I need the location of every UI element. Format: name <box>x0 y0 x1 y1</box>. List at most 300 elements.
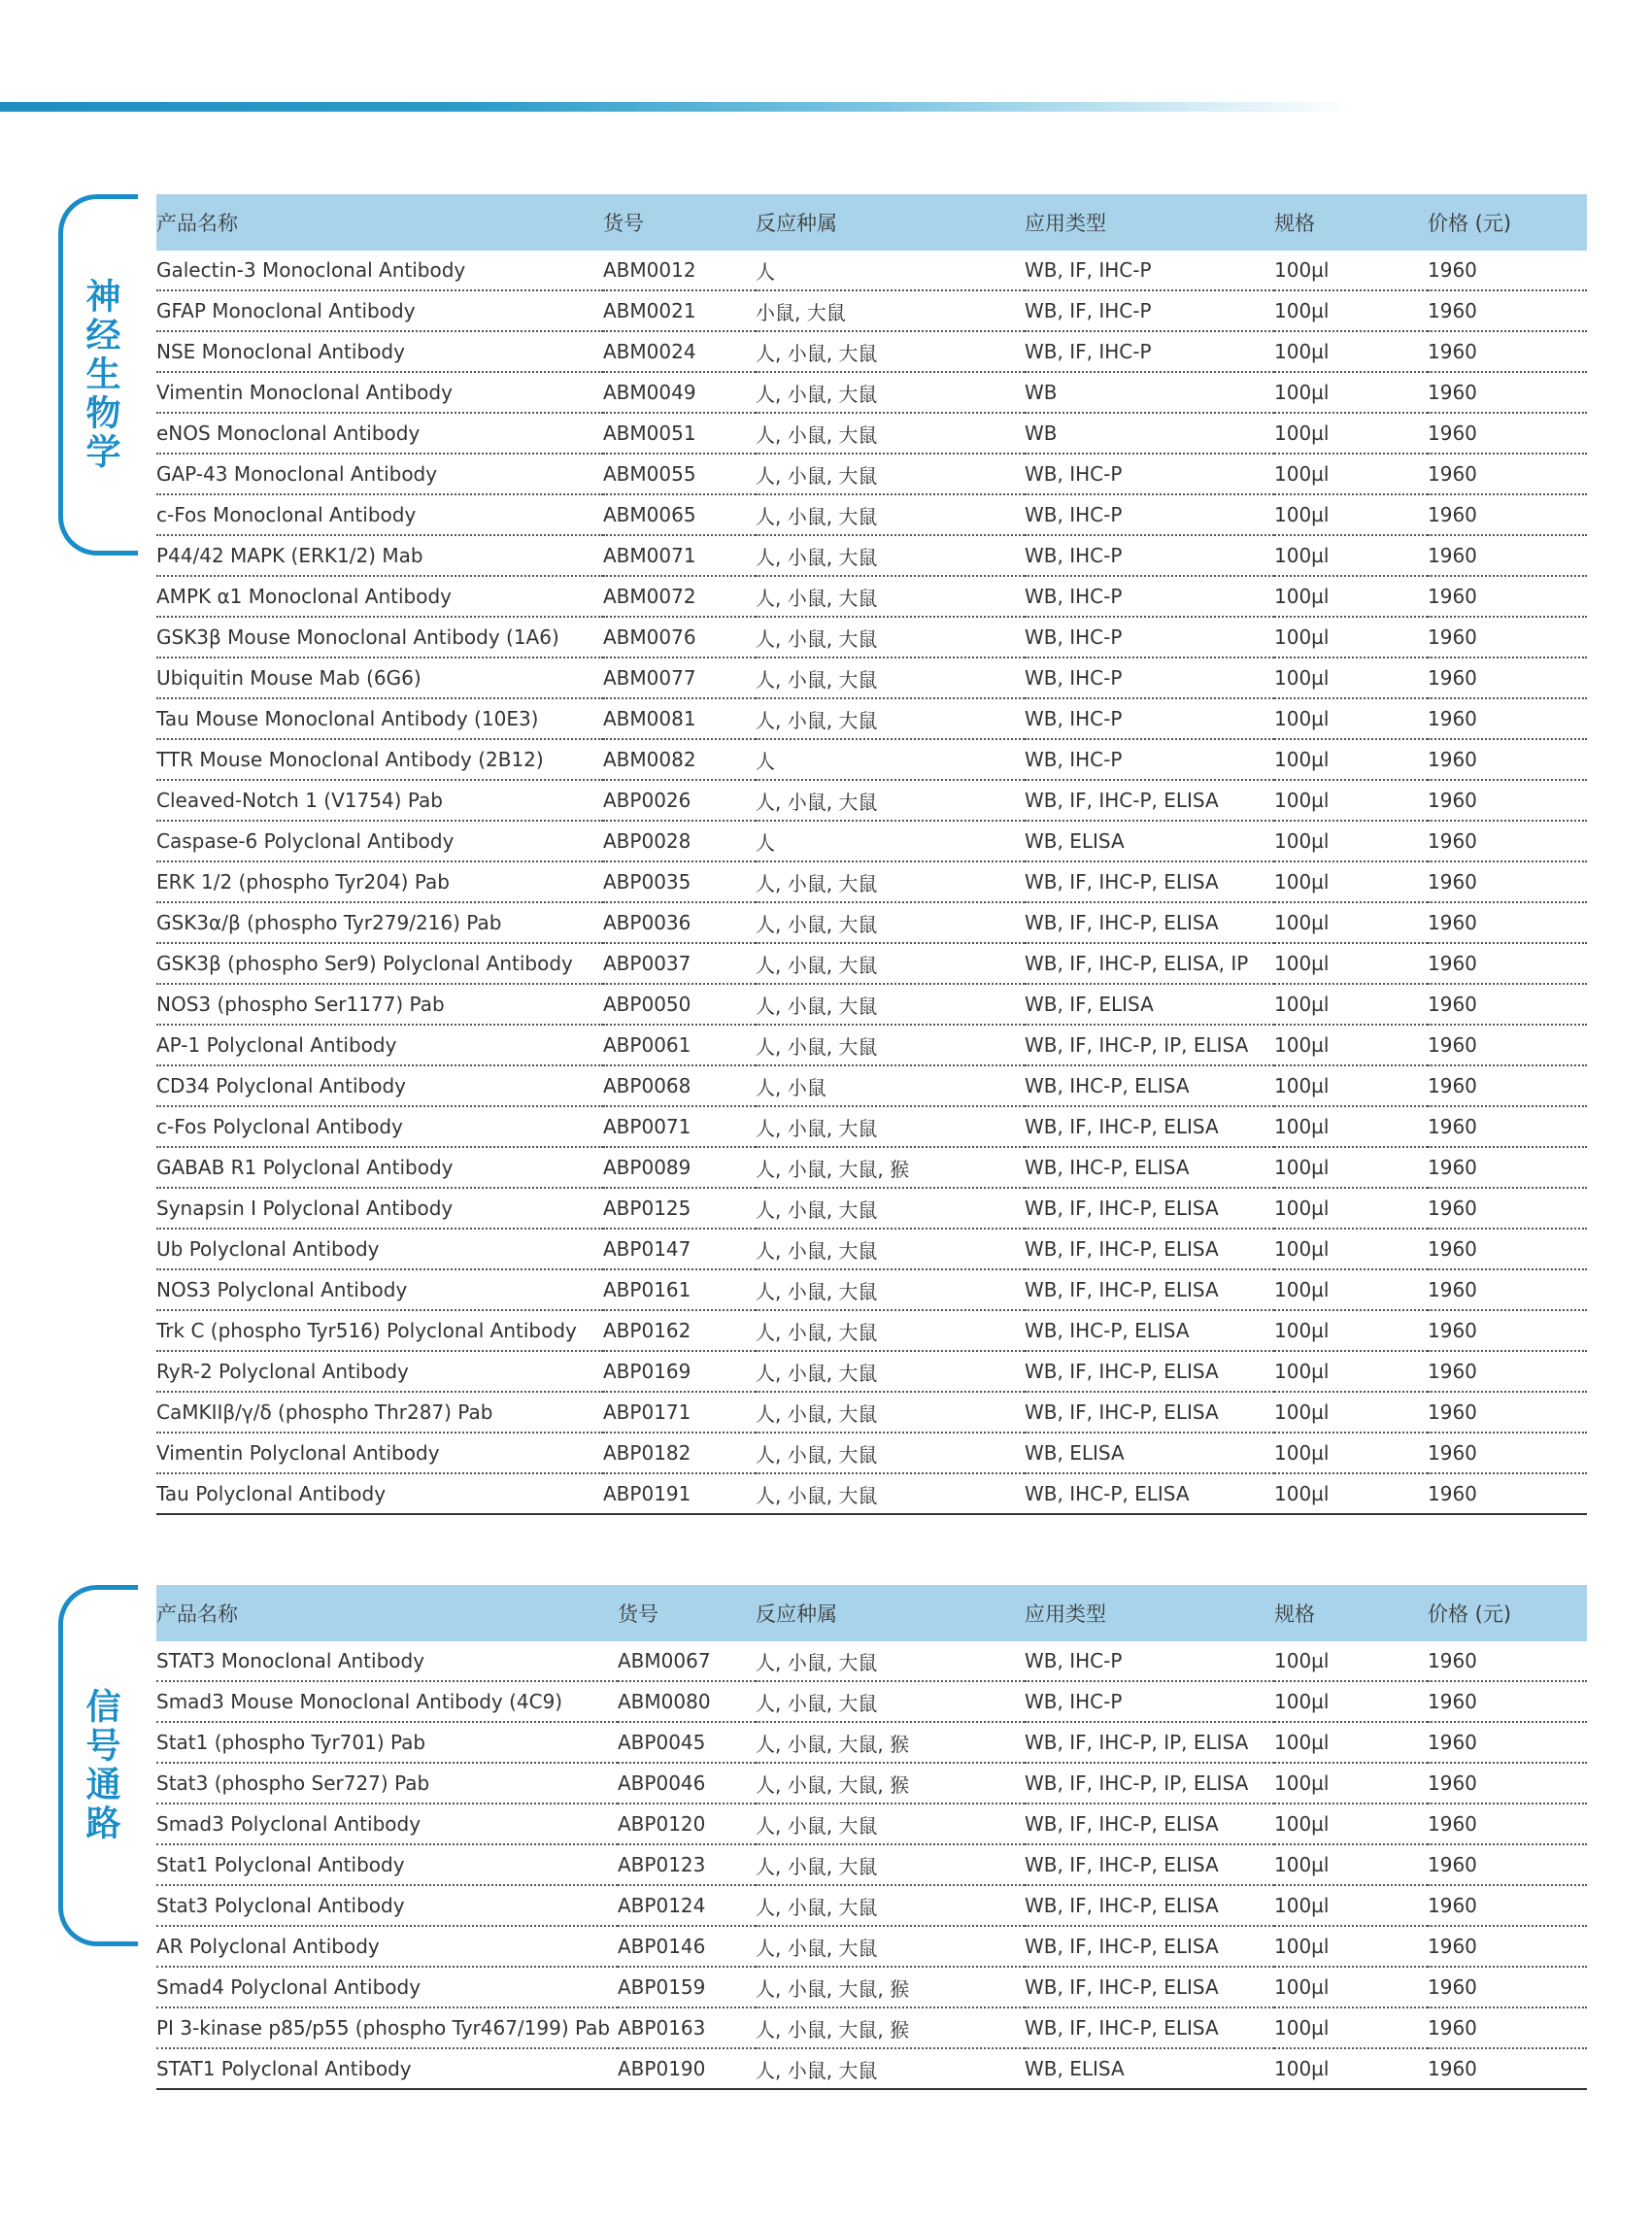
cell-product-name: Ubiquitin Mouse Mab (6G6) <box>156 658 603 698</box>
cell-size: 100µl <box>1274 290 1428 331</box>
cell-product-name: Trk C (phospho Tyr516) Polyclonal Antibody <box>156 1310 603 1351</box>
table-row <box>156 1641 1587 1681</box>
cell-reactivity: 人, 小鼠, 大鼠 <box>756 902 1025 943</box>
table-row <box>156 1926 1587 1967</box>
cell-size: 100µl <box>1274 984 1428 1025</box>
cell-product-name: Synapsin I Polyclonal Antibody <box>156 1188 603 1229</box>
cell-reactivity: 人, 小鼠, 大鼠 <box>756 1473 1025 1514</box>
table-row <box>156 1147 1587 1188</box>
cell-application: WB, IF, IHC-P, ELISA <box>1025 1967 1274 2007</box>
cell-size: 100µl <box>1274 1269 1428 1310</box>
cell-catalog-no: ABP0171 <box>603 1392 756 1433</box>
cell-catalog-no: ABP0061 <box>603 1025 756 1065</box>
cell-application: WB, ELISA <box>1025 821 1274 861</box>
cell-product-name: Stat3 (phospho Ser727) Pab <box>156 1763 618 1804</box>
cell-reactivity: 人 <box>756 821 1025 861</box>
cell-reactivity: 人, 小鼠, 大鼠 <box>756 1106 1025 1147</box>
header-product-name: 产品名称 <box>156 1585 618 1641</box>
cell-product-name: Galectin-3 Monoclonal Antibody <box>156 251 603 290</box>
cell-application: WB, IHC-P, ELISA <box>1025 1065 1274 1106</box>
cell-price: 1960 <box>1428 1681 1587 1722</box>
header-size: 规格 <box>1274 194 1428 251</box>
table-row <box>156 1473 1587 1514</box>
table-row <box>156 739 1587 780</box>
cell-product-name: GAP-43 Monoclonal Antibody <box>156 454 603 494</box>
cell-application: WB, ELISA <box>1025 2048 1274 2089</box>
cell-catalog-no: ABP0071 <box>603 1106 756 1147</box>
cell-price: 1960 <box>1428 698 1587 739</box>
cell-reactivity: 人, 小鼠, 大鼠 <box>756 372 1025 413</box>
cell-product-name: Stat1 Polyclonal Antibody <box>156 1844 618 1885</box>
table-row <box>156 1681 1587 1722</box>
table-header-row <box>156 1585 1587 1641</box>
cell-product-name: AR Polyclonal Antibody <box>156 1926 618 1967</box>
table-row <box>156 1844 1587 1885</box>
cell-reactivity: 人, 小鼠, 大鼠 <box>756 1025 1025 1065</box>
cell-price: 1960 <box>1428 290 1587 331</box>
cell-catalog-no: ABM0080 <box>618 1681 756 1722</box>
cell-application: WB, IF, IHC-P, ELISA <box>1025 2007 1274 2048</box>
cell-catalog-no: ABM0055 <box>603 454 756 494</box>
cell-application: WB, IF, IHC-P, IP, ELISA <box>1025 1025 1274 1065</box>
cell-size: 100µl <box>1274 1065 1428 1106</box>
cell-reactivity: 人, 小鼠, 大鼠 <box>756 1392 1025 1433</box>
cell-product-name: c-Fos Monoclonal Antibody <box>156 494 603 535</box>
cell-price: 1960 <box>1428 331 1587 372</box>
cell-product-name: Smad3 Polyclonal Antibody <box>156 1804 618 1844</box>
cell-size: 100µl <box>1274 1433 1428 1473</box>
cell-catalog-no: ABM0076 <box>603 617 756 658</box>
cell-size: 100µl <box>1274 1641 1428 1681</box>
cell-price: 1960 <box>1428 1641 1587 1681</box>
cell-price: 1960 <box>1428 617 1587 658</box>
cell-size: 100µl <box>1274 1722 1428 1763</box>
cell-price: 1960 <box>1428 861 1587 902</box>
cell-application: WB, IF, IHC-P, ELISA, IP <box>1025 943 1274 984</box>
header-catalog-no: 货号 <box>618 1585 756 1641</box>
cell-catalog-no: ABP0068 <box>603 1065 756 1106</box>
cell-size: 100µl <box>1274 1763 1428 1804</box>
cell-size: 100µl <box>1274 1025 1428 1065</box>
cell-catalog-no: ABM0082 <box>603 739 756 780</box>
cell-price: 1960 <box>1428 821 1587 861</box>
cell-application: WB, IHC-P <box>1025 617 1274 658</box>
table-row <box>156 861 1587 902</box>
cell-size: 100µl <box>1274 698 1428 739</box>
cell-catalog-no: ABP0037 <box>603 943 756 984</box>
table-row <box>156 413 1587 454</box>
cell-catalog-no: ABP0162 <box>603 1310 756 1351</box>
section-title: 神经生物学 <box>81 278 120 472</box>
cell-size: 100µl <box>1274 1106 1428 1147</box>
cell-application: WB, IF, IHC-P, ELISA <box>1025 1804 1274 1844</box>
cell-reactivity: 人, 小鼠, 大鼠 <box>756 331 1025 372</box>
cell-size: 100µl <box>1274 821 1428 861</box>
cell-catalog-no: ABP0169 <box>603 1351 756 1392</box>
cell-reactivity: 人, 小鼠, 大鼠 <box>756 1681 1025 1722</box>
cell-catalog-no: ABM0024 <box>603 331 756 372</box>
cell-reactivity: 人, 小鼠, 大鼠 <box>756 984 1025 1025</box>
cell-size: 100µl <box>1274 943 1428 984</box>
cell-size: 100µl <box>1274 739 1428 780</box>
cell-size: 100µl <box>1274 1392 1428 1433</box>
cell-price: 1960 <box>1428 454 1587 494</box>
cell-price: 1960 <box>1428 1310 1587 1351</box>
header-product-name: 产品名称 <box>156 194 603 251</box>
table-row <box>156 984 1587 1025</box>
cell-size: 100µl <box>1274 1351 1428 1392</box>
cell-product-name: GSK3β (phospho Ser9) Polyclonal Antibody <box>156 943 603 984</box>
cell-product-name: ERK 1/2 (phospho Tyr204) Pab <box>156 861 603 902</box>
table-row <box>156 2048 1587 2089</box>
cell-application: WB, IF, IHC-P, ELISA <box>1025 1392 1274 1433</box>
header-reactivity: 反应种属 <box>756 194 1025 251</box>
cell-product-name: GSK3β Mouse Monoclonal Antibody (1A6) <box>156 617 603 658</box>
cell-price: 1960 <box>1428 372 1587 413</box>
cell-catalog-no: ABM0077 <box>603 658 756 698</box>
cell-price: 1960 <box>1428 1433 1587 1473</box>
cell-catalog-no: ABM0065 <box>603 494 756 535</box>
cell-catalog-no: ABP0026 <box>603 780 756 821</box>
cell-application: WB, IHC-P, ELISA <box>1025 1147 1274 1188</box>
cell-reactivity: 人, 小鼠, 大鼠 <box>756 576 1025 617</box>
cell-application: WB, IHC-P <box>1025 454 1274 494</box>
cell-reactivity: 人, 小鼠, 大鼠 <box>756 861 1025 902</box>
section-tab-signaling <box>58 1585 138 1946</box>
table-row <box>156 1351 1587 1392</box>
cell-reactivity: 人, 小鼠, 大鼠, 猴 <box>756 2007 1025 2048</box>
header-gradient-bar <box>0 102 1350 112</box>
cell-application: WB, IF, IHC-P, ELISA <box>1025 861 1274 902</box>
cell-size: 100µl <box>1274 413 1428 454</box>
cell-price: 1960 <box>1428 1885 1587 1926</box>
cell-product-name: Tau Polyclonal Antibody <box>156 1473 603 1514</box>
cell-application: WB, IHC-P <box>1025 698 1274 739</box>
cell-product-name: Cleaved-Notch 1 (V1754) Pab <box>156 780 603 821</box>
cell-size: 100µl <box>1274 454 1428 494</box>
cell-price: 1960 <box>1428 658 1587 698</box>
cell-price: 1960 <box>1428 1229 1587 1269</box>
header-price: 价格 (元) <box>1428 1585 1587 1641</box>
cell-catalog-no: ABP0163 <box>618 2007 756 2048</box>
cell-product-name: Caspase-6 Polyclonal Antibody <box>156 821 603 861</box>
cell-size: 100µl <box>1274 658 1428 698</box>
cell-product-name: Vimentin Polyclonal Antibody <box>156 1433 603 1473</box>
cell-price: 1960 <box>1428 1025 1587 1065</box>
cell-product-name: Ub Polyclonal Antibody <box>156 1229 603 1269</box>
cell-reactivity: 人, 小鼠 <box>756 1065 1025 1106</box>
cell-size: 100µl <box>1274 2007 1428 2048</box>
cell-reactivity: 人, 小鼠, 大鼠 <box>756 1188 1025 1229</box>
header-price: 价格 (元) <box>1428 194 1587 251</box>
cell-price: 1960 <box>1428 1269 1587 1310</box>
cell-price: 1960 <box>1428 413 1587 454</box>
table-row <box>156 943 1587 984</box>
table-row <box>156 617 1587 658</box>
cell-price: 1960 <box>1428 2007 1587 2048</box>
section-tab-neurobiology <box>58 194 138 556</box>
header-catalog-no: 货号 <box>603 194 756 251</box>
cell-catalog-no: ABP0050 <box>603 984 756 1025</box>
header-application: 应用类型 <box>1025 1585 1274 1641</box>
cell-size: 100µl <box>1274 780 1428 821</box>
cell-product-name: Stat3 Polyclonal Antibody <box>156 1885 618 1926</box>
cell-size: 100µl <box>1274 1310 1428 1351</box>
cell-application: WB, IHC-P <box>1025 535 1274 576</box>
cell-price: 1960 <box>1428 739 1587 780</box>
cell-catalog-no: ABP0035 <box>603 861 756 902</box>
table-row <box>156 331 1587 372</box>
cell-catalog-no: ABP0190 <box>618 2048 756 2089</box>
cell-product-name: GSK3α/β (phospho Tyr279/216) Pab <box>156 902 603 943</box>
cell-price: 1960 <box>1428 1804 1587 1844</box>
table-row <box>156 1106 1587 1147</box>
cell-application: WB, IHC-P <box>1025 576 1274 617</box>
cell-catalog-no: ABP0045 <box>618 1722 756 1763</box>
cell-catalog-no: ABM0072 <box>603 576 756 617</box>
cell-reactivity: 人, 小鼠, 大鼠 <box>756 1229 1025 1269</box>
cell-size: 100µl <box>1274 331 1428 372</box>
cell-reactivity: 人, 小鼠, 大鼠 <box>756 1926 1025 1967</box>
cell-application: WB, IF, ELISA <box>1025 984 1274 1025</box>
neurobiology-product-table <box>156 194 1587 1515</box>
cell-application: WB, IF, IHC-P, ELISA <box>1025 1269 1274 1310</box>
table-row <box>156 1885 1587 1926</box>
cell-catalog-no: ABP0028 <box>603 821 756 861</box>
cell-product-name: CaMKIIβ/γ/δ (phospho Thr287) Pab <box>156 1392 603 1433</box>
cell-size: 100µl <box>1274 372 1428 413</box>
cell-application: WB, IHC-P <box>1025 494 1274 535</box>
signaling-product-table <box>156 1585 1587 2090</box>
table-row <box>156 1025 1587 1065</box>
cell-product-name: eNOS Monoclonal Antibody <box>156 413 603 454</box>
cell-product-name: GFAP Monoclonal Antibody <box>156 290 603 331</box>
cell-application: WB, IHC-P <box>1025 739 1274 780</box>
cell-catalog-no: ABP0161 <box>603 1269 756 1310</box>
cell-application: WB, IF, IHC-P <box>1025 290 1274 331</box>
cell-size: 100µl <box>1274 494 1428 535</box>
cell-catalog-no: ABP0089 <box>603 1147 756 1188</box>
cell-price: 1960 <box>1428 251 1587 290</box>
cell-application: WB, IHC-P <box>1025 1641 1274 1681</box>
cell-price: 1960 <box>1428 1926 1587 1967</box>
cell-reactivity: 人, 小鼠, 大鼠 <box>756 535 1025 576</box>
cell-reactivity: 小鼠, 大鼠 <box>756 290 1025 331</box>
table-row <box>156 1722 1587 1763</box>
cell-product-name: AMPK α1 Monoclonal Antibody <box>156 576 603 617</box>
cell-price: 1960 <box>1428 1763 1587 1804</box>
cell-product-name: AP-1 Polyclonal Antibody <box>156 1025 603 1065</box>
table-row <box>156 1229 1587 1269</box>
cell-price: 1960 <box>1428 1844 1587 1885</box>
cell-application: WB, IF, IHC-P, ELISA <box>1025 1106 1274 1147</box>
cell-price: 1960 <box>1428 984 1587 1025</box>
section-title: 信号通路 <box>81 1688 120 1843</box>
cell-catalog-no: ABM0071 <box>603 535 756 576</box>
table-row <box>156 1763 1587 1804</box>
cell-reactivity: 人, 小鼠, 大鼠 <box>756 698 1025 739</box>
cell-reactivity: 人, 小鼠, 大鼠 <box>756 617 1025 658</box>
header-reactivity: 反应种属 <box>756 1585 1025 1641</box>
cell-price: 1960 <box>1428 902 1587 943</box>
cell-price: 1960 <box>1428 1392 1587 1433</box>
cell-application: WB, IF, IHC-P, ELISA <box>1025 780 1274 821</box>
cell-application: WB, IF, IHC-P <box>1025 251 1274 290</box>
table-row <box>156 1804 1587 1844</box>
cell-product-name: NSE Monoclonal Antibody <box>156 331 603 372</box>
cell-price: 1960 <box>1428 2048 1587 2089</box>
cell-catalog-no: ABP0147 <box>603 1229 756 1269</box>
cell-application: WB, IF, IHC-P, ELISA <box>1025 1351 1274 1392</box>
cell-size: 100µl <box>1274 861 1428 902</box>
cell-size: 100µl <box>1274 617 1428 658</box>
table-row <box>156 1310 1587 1351</box>
table-row <box>156 1392 1587 1433</box>
cell-application: WB <box>1025 372 1274 413</box>
cell-reactivity: 人, 小鼠, 大鼠 <box>756 1269 1025 1310</box>
cell-application: WB, IF, IHC-P, IP, ELISA <box>1025 1763 1274 1804</box>
cell-size: 100µl <box>1274 535 1428 576</box>
cell-application: WB <box>1025 413 1274 454</box>
cell-product-name: P44/42 MAPK (ERK1/2) Mab <box>156 535 603 576</box>
cell-price: 1960 <box>1428 1722 1587 1763</box>
cell-reactivity: 人, 小鼠, 大鼠 <box>756 2048 1025 2089</box>
cell-price: 1960 <box>1428 535 1587 576</box>
cell-size: 100µl <box>1274 576 1428 617</box>
cell-reactivity: 人, 小鼠, 大鼠 <box>756 1804 1025 1844</box>
cell-size: 100µl <box>1274 1804 1428 1844</box>
cell-size: 100µl <box>1274 1681 1428 1722</box>
cell-reactivity: 人, 小鼠, 大鼠, 猴 <box>756 1722 1025 1763</box>
cell-price: 1960 <box>1428 1065 1587 1106</box>
cell-size: 100µl <box>1274 2048 1428 2089</box>
cell-application: WB, IHC-P <box>1025 658 1274 698</box>
cell-product-name: CD34 Polyclonal Antibody <box>156 1065 603 1106</box>
cell-product-name: Vimentin Monoclonal Antibody <box>156 372 603 413</box>
cell-price: 1960 <box>1428 943 1587 984</box>
cell-catalog-no: ABP0120 <box>618 1804 756 1844</box>
cell-reactivity: 人, 小鼠, 大鼠 <box>756 780 1025 821</box>
cell-size: 100µl <box>1274 1147 1428 1188</box>
cell-size: 100µl <box>1274 251 1428 290</box>
cell-catalog-no: ABM0081 <box>603 698 756 739</box>
table-row <box>156 1188 1587 1229</box>
cell-application: WB, IF, IHC-P, ELISA <box>1025 1926 1274 1967</box>
table-row <box>156 454 1587 494</box>
table-header-row <box>156 194 1587 251</box>
cell-reactivity: 人, 小鼠, 大鼠 <box>756 1844 1025 1885</box>
cell-price: 1960 <box>1428 1106 1587 1147</box>
cell-product-name: PI 3-kinase p85/p55 (phospho Tyr467/199) Pab <box>156 2007 618 2048</box>
cell-price: 1960 <box>1428 576 1587 617</box>
cell-reactivity: 人, 小鼠, 大鼠 <box>756 454 1025 494</box>
cell-product-name: NOS3 Polyclonal Antibody <box>156 1269 603 1310</box>
table-row <box>156 1967 1587 2007</box>
cell-catalog-no: ABM0021 <box>603 290 756 331</box>
cell-product-name: STAT1 Polyclonal Antibody <box>156 2048 618 2089</box>
cell-catalog-no: ABM0051 <box>603 413 756 454</box>
table-row <box>156 535 1587 576</box>
cell-reactivity: 人, 小鼠, 大鼠, 猴 <box>756 1763 1025 1804</box>
cell-size: 100µl <box>1274 1885 1428 1926</box>
cell-price: 1960 <box>1428 1147 1587 1188</box>
cell-reactivity: 人, 小鼠, 大鼠 <box>756 1885 1025 1926</box>
cell-size: 100µl <box>1274 1844 1428 1885</box>
table-row <box>156 902 1587 943</box>
cell-application: WB, IF, IHC-P, ELISA <box>1025 902 1274 943</box>
cell-reactivity: 人 <box>756 739 1025 780</box>
table-row <box>156 780 1587 821</box>
cell-reactivity: 人, 小鼠, 大鼠 <box>756 413 1025 454</box>
cell-size: 100µl <box>1274 1188 1428 1229</box>
cell-product-name: GABAB R1 Polyclonal Antibody <box>156 1147 603 1188</box>
cell-application: WB, IF, IHC-P, ELISA <box>1025 1188 1274 1229</box>
cell-application: WB, IF, IHC-P, ELISA <box>1025 1844 1274 1885</box>
table-row <box>156 821 1587 861</box>
cell-catalog-no: ABP0124 <box>618 1885 756 1926</box>
cell-size: 100µl <box>1274 902 1428 943</box>
cell-catalog-no: ABP0191 <box>603 1473 756 1514</box>
cell-application: WB, IF, IHC-P, IP, ELISA <box>1025 1722 1274 1763</box>
table-row <box>156 658 1587 698</box>
cell-application: WB, IHC-P, ELISA <box>1025 1310 1274 1351</box>
cell-size: 100µl <box>1274 1926 1428 1967</box>
cell-reactivity: 人 <box>756 251 1025 290</box>
cell-product-name: c-Fos Polyclonal Antibody <box>156 1106 603 1147</box>
cell-product-name: NOS3 (phospho Ser1177) Pab <box>156 984 603 1025</box>
cell-reactivity: 人, 小鼠, 大鼠 <box>756 1351 1025 1392</box>
cell-price: 1960 <box>1428 1473 1587 1514</box>
cell-application: WB, IF, IHC-P <box>1025 331 1274 372</box>
cell-product-name: Stat1 (phospho Tyr701) Pab <box>156 1722 618 1763</box>
cell-size: 100µl <box>1274 1473 1428 1514</box>
table-row <box>156 2007 1587 2048</box>
cell-reactivity: 人, 小鼠, 大鼠, 猴 <box>756 1147 1025 1188</box>
cell-price: 1960 <box>1428 1967 1587 2007</box>
cell-application: WB, IHC-P, ELISA <box>1025 1473 1274 1514</box>
cell-price: 1960 <box>1428 780 1587 821</box>
table-row <box>156 1065 1587 1106</box>
cell-size: 100µl <box>1274 1229 1428 1269</box>
cell-reactivity: 人, 小鼠, 大鼠 <box>756 1433 1025 1473</box>
cell-reactivity: 人, 小鼠, 大鼠 <box>756 658 1025 698</box>
table-row <box>156 251 1587 290</box>
table-row <box>156 494 1587 535</box>
cell-reactivity: 人, 小鼠, 大鼠, 猴 <box>756 1967 1025 2007</box>
cell-catalog-no: ABP0046 <box>618 1763 756 1804</box>
cell-application: WB, IHC-P <box>1025 1681 1274 1722</box>
cell-application: WB, IF, IHC-P, ELISA <box>1025 1885 1274 1926</box>
header-application: 应用类型 <box>1025 194 1274 251</box>
table-row <box>156 1269 1587 1310</box>
cell-reactivity: 人, 小鼠, 大鼠 <box>756 494 1025 535</box>
cell-catalog-no: ABP0036 <box>603 902 756 943</box>
table-row <box>156 372 1587 413</box>
cell-product-name: Tau Mouse Monoclonal Antibody (10E3) <box>156 698 603 739</box>
cell-product-name: TTR Mouse Monoclonal Antibody (2B12) <box>156 739 603 780</box>
cell-product-name: RyR-2 Polyclonal Antibody <box>156 1351 603 1392</box>
cell-catalog-no: ABP0125 <box>603 1188 756 1229</box>
table-row <box>156 290 1587 331</box>
cell-price: 1960 <box>1428 494 1587 535</box>
cell-catalog-no: ABP0159 <box>618 1967 756 2007</box>
cell-product-name: Smad4 Polyclonal Antibody <box>156 1967 618 2007</box>
cell-price: 1960 <box>1428 1351 1587 1392</box>
table-row <box>156 1433 1587 1473</box>
cell-reactivity: 人, 小鼠, 大鼠 <box>756 943 1025 984</box>
cell-product-name: STAT3 Monoclonal Antibody <box>156 1641 618 1681</box>
header-size: 规格 <box>1274 1585 1428 1641</box>
